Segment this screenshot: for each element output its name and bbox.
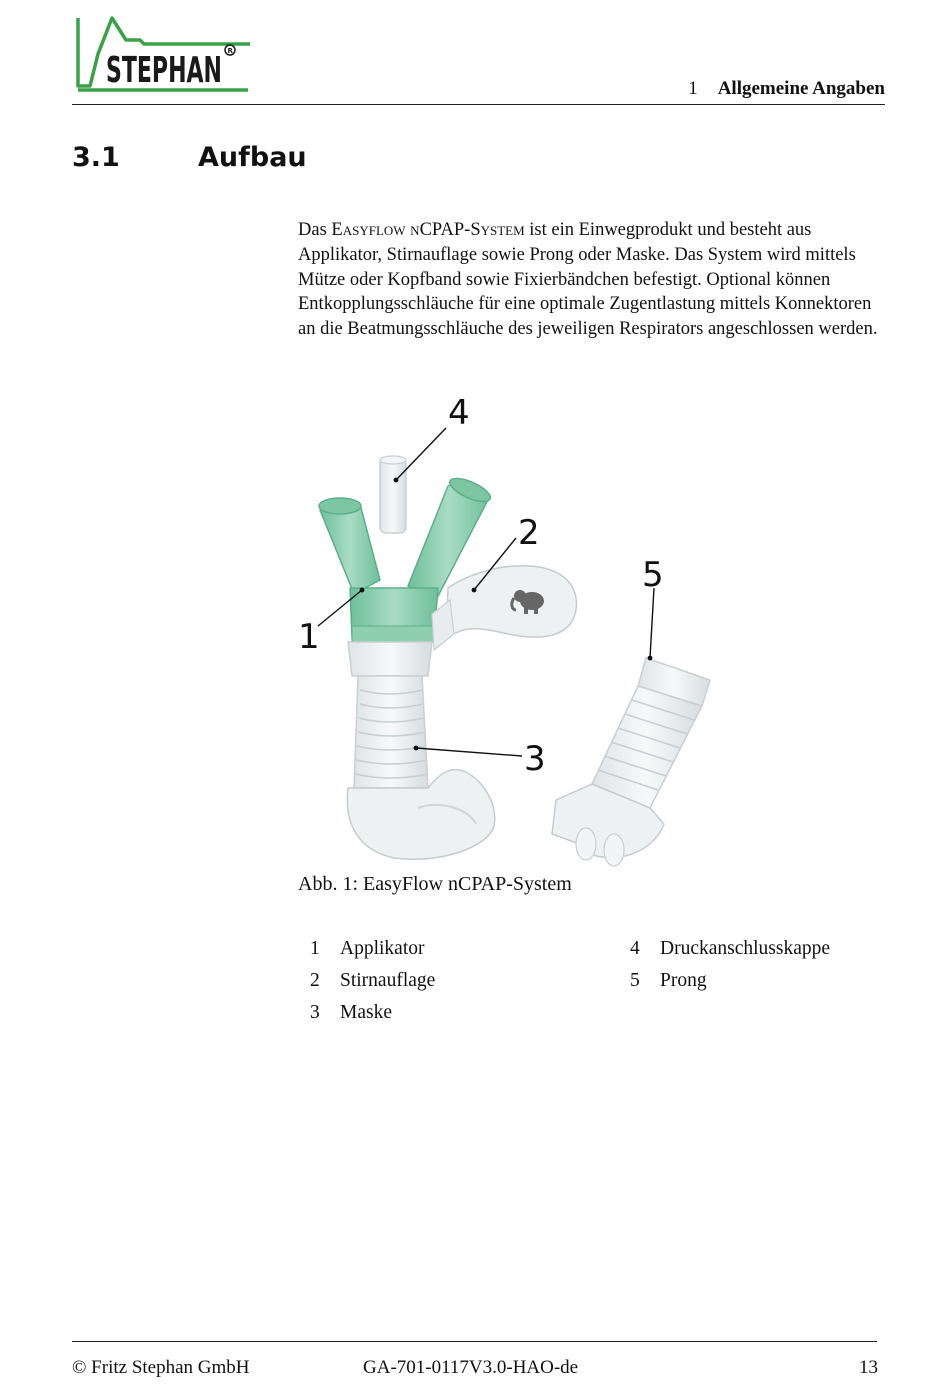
callout-1: 1 [298, 617, 320, 657]
section-number: 3.1 [72, 142, 120, 173]
header-divider [72, 104, 885, 105]
legend-number: 3 [310, 1002, 320, 1023]
callout-3: 3 [524, 739, 546, 779]
forehead-pad [446, 566, 577, 637]
product-name-part-1: Easyflow n [331, 220, 420, 240]
page-number: 13 [859, 1357, 878, 1378]
stephan-logo [72, 14, 250, 96]
footer-document-id: GA-701-0117V3.0-HAO-de [363, 1357, 579, 1378]
footer-divider [72, 1341, 877, 1342]
intro-lead: Das [298, 220, 332, 240]
legend-label: Druckanschlusskappe [660, 938, 831, 959]
legend-item [618, 938, 830, 960]
legend-item [298, 970, 435, 992]
legend-number: 5 [630, 970, 640, 991]
legend-label: Maske [340, 1002, 392, 1023]
legend-item [618, 970, 707, 992]
logo-wordmark: STEPHAN [106, 50, 222, 91]
callout-4: 4 [448, 393, 470, 433]
intro-paragraph [298, 218, 886, 342]
footer-copyright: © Fritz Stephan GmbH [72, 1357, 250, 1378]
product-name-part-3: -System [464, 220, 525, 240]
mask [347, 676, 494, 859]
intro-body: ist ein Einwegprodukt und besteht aus Applikator, Stirnauflage sowie Prong oder Maske. Das System wird mittels Mütze oder Kopfband sowie Fixierbändchen befestigt. Optional können Entkopplungsschläuche für eine optimale Zugentlastung mittels Konnektoren an die Beatmungsschläuche des jeweiligen Respirators angeschlossen werden. [298, 220, 878, 340]
legend-number: 2 [310, 970, 320, 991]
legend-item [298, 938, 424, 960]
legend-number: 1 [310, 938, 320, 959]
running-header [540, 78, 885, 100]
prong [552, 658, 710, 866]
legend-number: 4 [630, 938, 640, 959]
logo-registered-mark-letter: R [227, 47, 233, 55]
chapter-number: 1 [688, 78, 698, 99]
legend-label: Stirnauflage [340, 970, 436, 991]
pressure-cap [380, 456, 406, 533]
legend-label: Applikator [340, 938, 425, 959]
chapter-title: Allgemeine Angaben [717, 78, 885, 99]
legend-item [298, 1002, 392, 1024]
applicator [319, 456, 493, 676]
callout-5: 5 [642, 555, 664, 595]
callout-2: 2 [518, 513, 540, 553]
figure-caption: Abb. 1: EasyFlow nCPAP-System [298, 873, 572, 895]
section-title: Aufbau [198, 142, 307, 173]
product-name-part-2: CPAP [419, 220, 465, 240]
product-figure [298, 388, 738, 876]
legend-label: Prong [660, 970, 707, 991]
